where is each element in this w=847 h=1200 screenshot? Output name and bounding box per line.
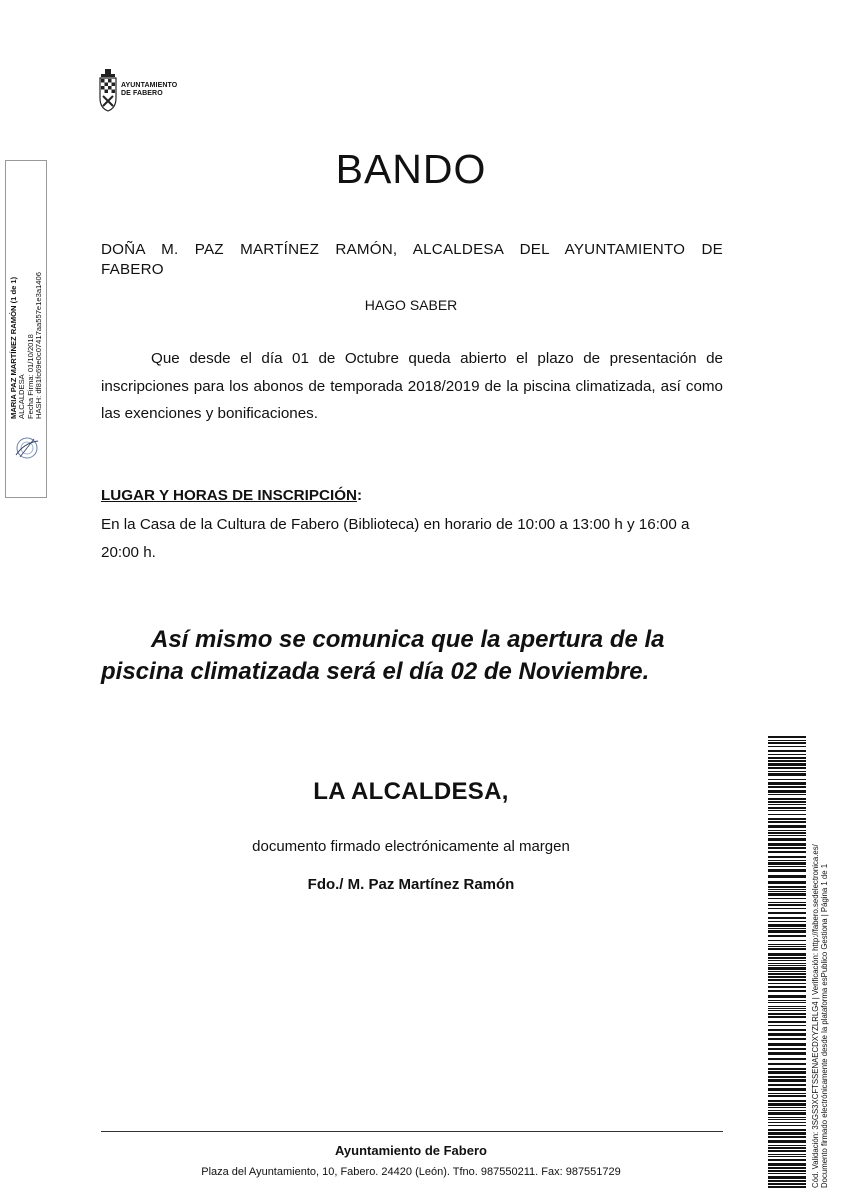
logo-line-2: DE FABERO <box>121 90 163 97</box>
signature-stamp <box>5 160 47 498</box>
footer-address: Plaza del Ayuntamiento, 10, Fabero. 24420 (León). Tfno. 987550211. Fax: 987551729 <box>201 1166 621 1178</box>
barcode-icon <box>768 736 806 1188</box>
stamp-signer-role: ALCALDESA <box>17 374 27 419</box>
logo-line-1: AYUNTAMIENTO <box>121 82 178 89</box>
stamp-signer-name: MARIA PAZ MARTÍNEZ RAMÓN (1 de 1) <box>9 276 18 419</box>
page-title: BANDO <box>335 146 487 192</box>
heading-line-2: FABERO <box>101 261 164 278</box>
validation-line-1: Cód. Validación: 3SGS3XCFTSSENAECDXYZLRLG4 | Verificación: http://fabero.sedelectronica.es/ <box>811 844 820 1188</box>
validation-line-2: Documento firmado electrónicamente desde la plataforma esPublico Gestiona | Página 1 de 1 <box>819 863 829 1188</box>
signature-seal-icon <box>12 433 42 463</box>
lugar-heading-colon: : <box>356 487 363 504</box>
opening-notice: Así mismo se comunica que la apertura de la piscina climatizada será el día 02 de Noviembre. <box>101 626 665 685</box>
signed-by: Fdo./ M. Paz Martínez Ramón <box>307 876 515 893</box>
town-shield-icon <box>98 68 118 112</box>
town-logo <box>98 68 188 112</box>
footer-divider <box>101 1131 723 1132</box>
stamp-hash: HASH: df81fc69e0c07417aa557e1e3a1406 <box>34 272 44 419</box>
footer-org: Ayuntamiento de Fabero <box>335 1143 487 1158</box>
heading-line-1: DOÑA M. PAZ MARTÍNEZ RAMÓN, ALCALDESA DEL AYUNTAMIENTO DE <box>101 241 723 258</box>
validation-text <box>812 738 829 1188</box>
stamp-sign-date: Fecha Firma: 01/10/2018 <box>25 334 35 419</box>
lugar-body: En la Casa de la Cultura de Fabero (Biblioteca) en horario de 10:00 a 13:00 h y 16:00 a 20:00 h. <box>101 516 690 561</box>
signatory-title: LA ALCALDESA, <box>313 778 509 805</box>
lugar-heading <box>101 487 362 504</box>
lugar-heading-text: LUGAR Y HORAS DE INSCRIPCIÓN <box>101 487 357 504</box>
hago-saber: HAGO SABER <box>364 297 458 313</box>
main-paragraph: Que desde el día 01 de Octubre queda abierto el plazo de presentación de inscripciones para los abonos de temporada 2018/2019 de la piscina climatizada, así como las exenciones y bonificaciones. <box>101 350 723 423</box>
signed-note: documento firmado electrónicamente al margen <box>252 838 570 855</box>
